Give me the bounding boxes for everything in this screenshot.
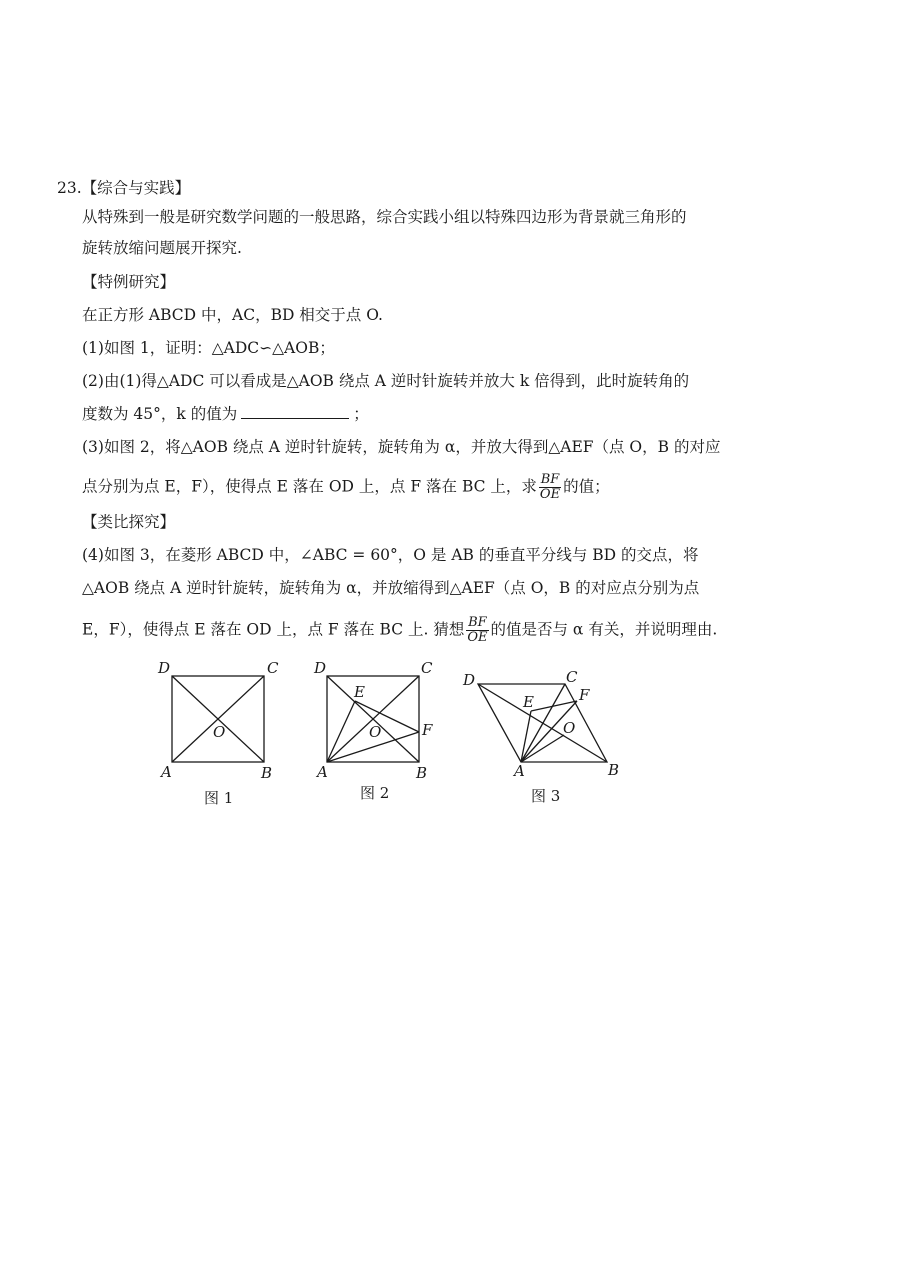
fig1-label-d: D [158,659,171,677]
figure-1-caption: 图 1 [204,789,234,807]
question-1: (1)如图 1，证明：△ADC∽△AOB； [82,339,335,357]
fig3-label-a: A [514,762,525,780]
fig2-label-b: B [416,764,428,782]
problem-number-text: 23. [57,179,82,197]
section-heading-analogy: 【类比探究】 [82,513,176,531]
fig2-label-a: A [317,763,328,781]
fig3-label-f: F [579,686,590,704]
fig1-label-o: O [213,723,226,741]
fig2-label-e: E [354,683,365,701]
fig1-label-b: B [261,764,273,782]
figure-1-geometry [172,676,264,762]
fig3-label-o: O [563,719,576,737]
figure-2-segment-ae [327,701,355,762]
question-4-end: 的值是否与 α 有关，并说明理由. [490,620,718,639]
fraction-numerator: BF [540,472,560,487]
fig3-label-d: D [463,671,476,689]
fraction-numerator-2: BF [468,615,487,630]
fig2-label-c: C [421,659,433,677]
fraction-denominator: OE [539,487,561,502]
question-4-text: E，F），使得点 E 落在 OD 上，点 F 落在 BC 上. 猜想 [82,620,465,639]
figure-3-caption: 图 3 [531,787,561,805]
question-2-end: ； [353,405,369,423]
fraction-denominator-2: OE [467,630,488,645]
section-heading-special: 【特例研究】 [82,273,176,291]
fig2-label-d: D [314,659,327,677]
question-3-text: 点分别为点 E，F），使得点 E 落在 OD 上，点 F 落在 BC 上，求 [82,477,537,496]
question-2-text: 度数为 45°，k 的值为 [82,405,238,423]
fig2-label-o: O [369,723,382,741]
fig3-label-e: E [523,693,534,711]
setup-text: 在正方形 ABCD 中，AC，BD 相交于点 O. [82,306,383,324]
fig1-label-a: A [161,763,172,781]
question-4-line-1: (4)如图 3，在菱形 ABCD 中，∠ABC = 60°，O 是 AB 的垂直平分线与 BD 的交点，将 [82,546,699,564]
intro-line-1: 从特殊到一般是研究数学问题的一般思路，综合实践小组以特殊四边形为背景就三角形的 [82,208,687,226]
intro-line-2: 旋转放缩问题展开探究. [82,239,242,257]
question-3-line-1: (3)如图 2，将△AOB 绕点 A 逆时针旋转，旋转角为 α，并放大得到△AEF（点 O，B 的对应 [82,438,721,456]
fig3-label-c: C [566,668,578,686]
fig1-label-c: C [267,659,279,677]
question-3-end: 的值； [563,477,610,496]
question-4-line-2: △AOB 绕点 A 逆时针旋转，旋转角为 α，并放缩得到△AEF（点 O，B 的对应点分别为点 [82,579,700,597]
problem-title: 【综合与实践】 [81,179,191,197]
figure-2-geometry [327,676,419,762]
figure-2-caption: 图 2 [360,784,390,802]
fig3-label-b: B [608,761,620,779]
question-2-line-1: (2)由(1)得△ADC 可以看成是△AOB 绕点 A 逆时针旋转并放大 k 倍得到，此时旋转角的 [82,372,690,390]
fig2-label-f: F [422,721,433,739]
